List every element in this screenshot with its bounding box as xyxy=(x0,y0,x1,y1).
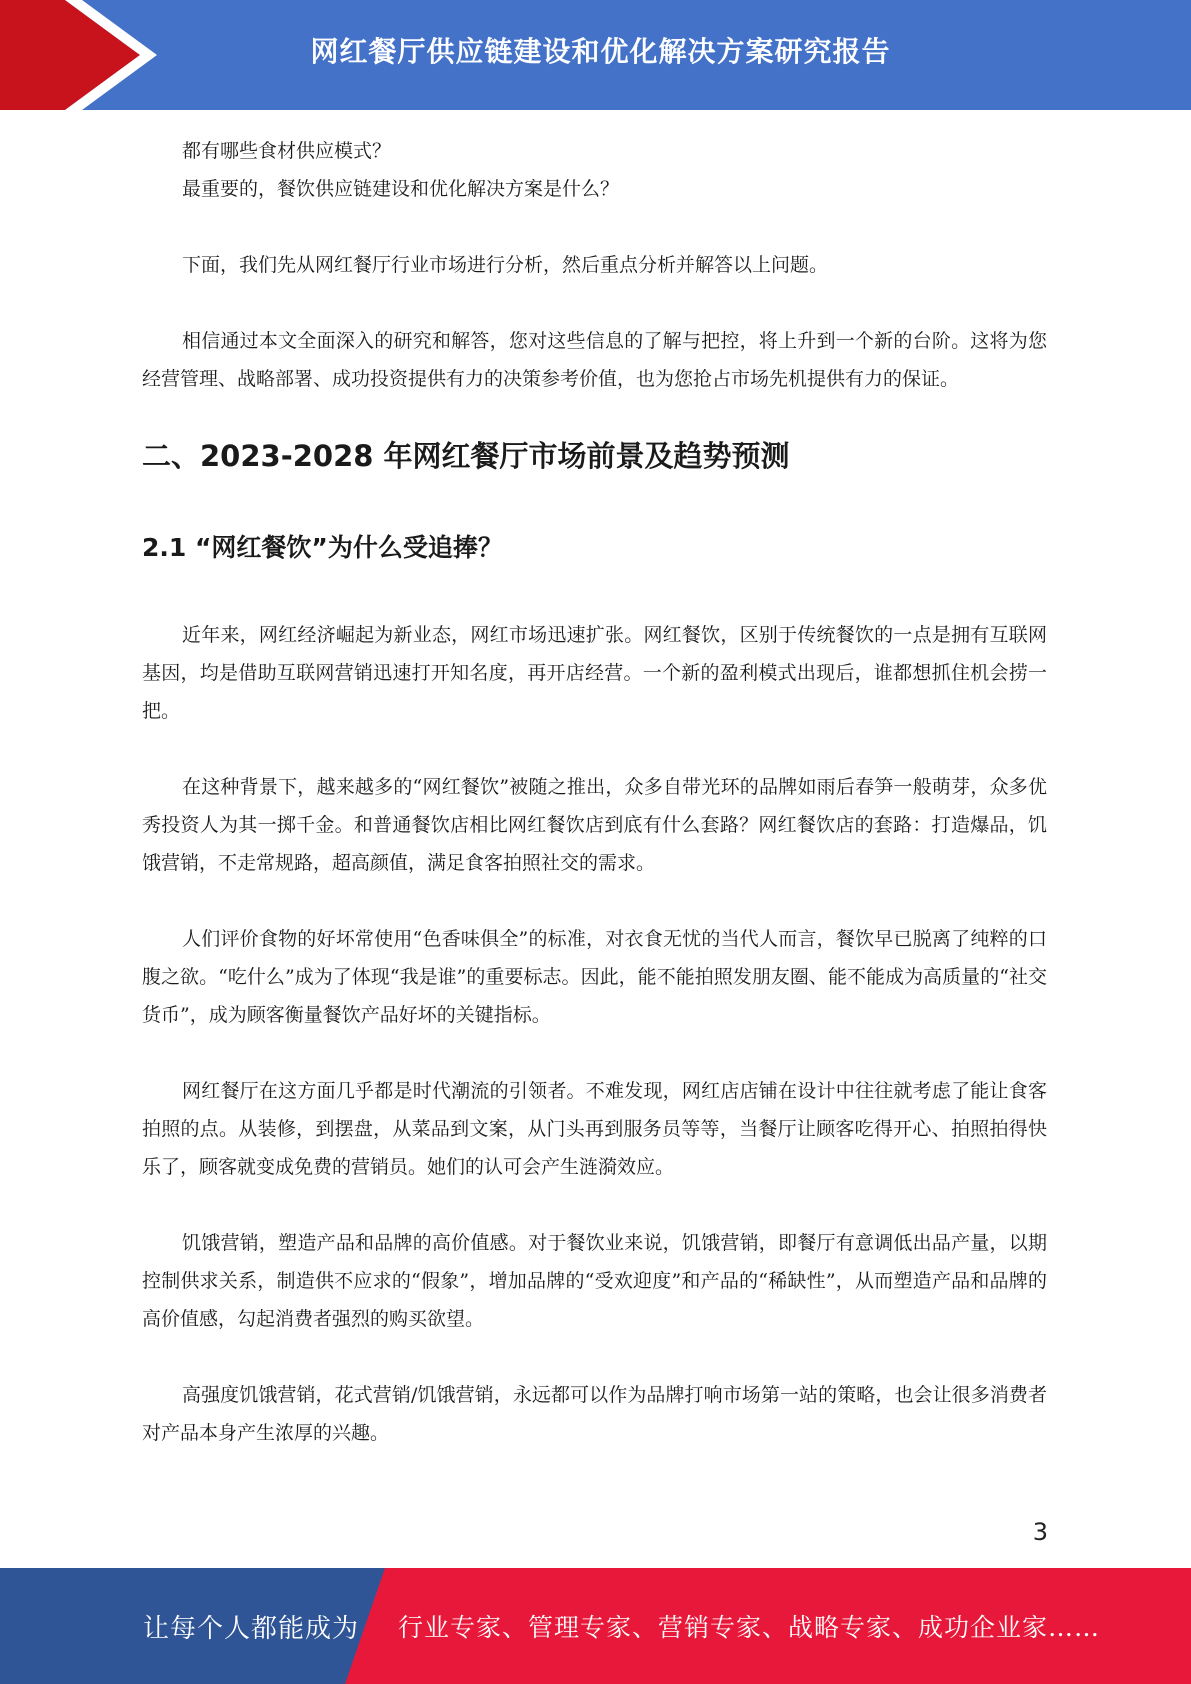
subsection-heading: 2.1 “网红餐饮”为什么受追捧？ xyxy=(142,533,503,562)
paragraph: 饥饿营销，塑造产品和品牌的高价值感。对于餐饮业来说，饥饿营销，即餐厅有意调低出品产量，以期控制供求关系，制造供不应求的“假象”，增加品牌的“受欢迎度”和产品的“稀缺性”，从而塑造产品和品牌的高价值感，勾起消费者强烈的购买欲望。 xyxy=(142,1232,1047,1330)
page-number: 3 xyxy=(1032,1518,1048,1546)
paragraph: 近年来，网红经济崛起为新业态，网红市场迅速扩张。网红餐饮，区别于传统餐饮的一点是拥有互联网基因，均是借助互联网营销迅速打开知名度，再开店经营。一个新的盈利模式出现后，谁都想抓住机会捞一把。 xyxy=(142,624,1047,722)
paragraph: 高强度饥饿营销，花式营销/饥饿营销，永远都可以作为品牌打响市场第一站的策略，也会让很多消费者对产品本身产生浓厚的兴趣。 xyxy=(142,1384,1047,1444)
paragraph: 下面，我们先从网红餐厅行业市场进行分析，然后重点分析并解答以上问题。 xyxy=(182,254,829,276)
footer-tagline: 行业专家、管理专家、营销专家、战略专家、成功企业家…… xyxy=(398,1613,1101,1642)
footer-slogan: 让每个人都能成为 xyxy=(143,1613,360,1644)
paragraph: 最重要的，餐饮供应链建设和优化解决方案是什么？ xyxy=(182,178,620,200)
paragraph: 人们评价食物的好坏常使用“色香味俱全”的标准，对衣食无忧的当代人而言，餐饮早已脱离了纯粹的口腹之欲。“吃什么”成为了体现“我是谁”的重要标志。因此，能不能拍照发朋友圈、能不能成为高质量的“社交货币”，成为顾客衡量餐饮产品好坏的关键指标。 xyxy=(142,928,1047,1026)
paragraph: 在这种背景下，越来越多的“网红餐饮”被随之推出，众多自带光环的品牌如雨后春笋一般萌芽，众多优秀投资人为其一掷千金。和普通餐饮店相比网红餐饮店到底有什么套路？网红餐饮店的套路：打造爆品，饥饿营销，不走常规路，超高颜值，满足食客拍照社交的需求。 xyxy=(142,776,1047,874)
footer-banner xyxy=(0,1568,1191,1684)
paragraph: 网红餐厅在这方面几乎都是时代潮流的引领者。不难发现，网红店店铺在设计中往往就考虑了能让食客拍照的点。从装修，到摆盘，从菜品到文案，从门头再到服务员等等，当餐厅让顾客吃得开心、拍照拍得快乐了，顾客就变成免费的营销员。她们的认可会产生涟漪效应。 xyxy=(142,1080,1047,1178)
header-banner xyxy=(0,0,1191,110)
paragraph: 都有哪些食材供应模式？ xyxy=(182,140,392,162)
document-body xyxy=(142,132,1047,1452)
paragraph: 相信通过本文全面深入的研究和解答，您对这些信息的了解与把控，将上升到一个新的台阶。这将为您经营管理、战略部署、成功投资提供有力的决策参考价值，也为您抢占市场先机提供有力的保证。 xyxy=(142,330,1047,390)
report-title: 网红餐厅供应链建设和优化解决方案研究报告 xyxy=(310,35,891,68)
section-heading: 二、2023-2028 年网红餐厅市场前景及趋势预测 xyxy=(142,439,790,473)
